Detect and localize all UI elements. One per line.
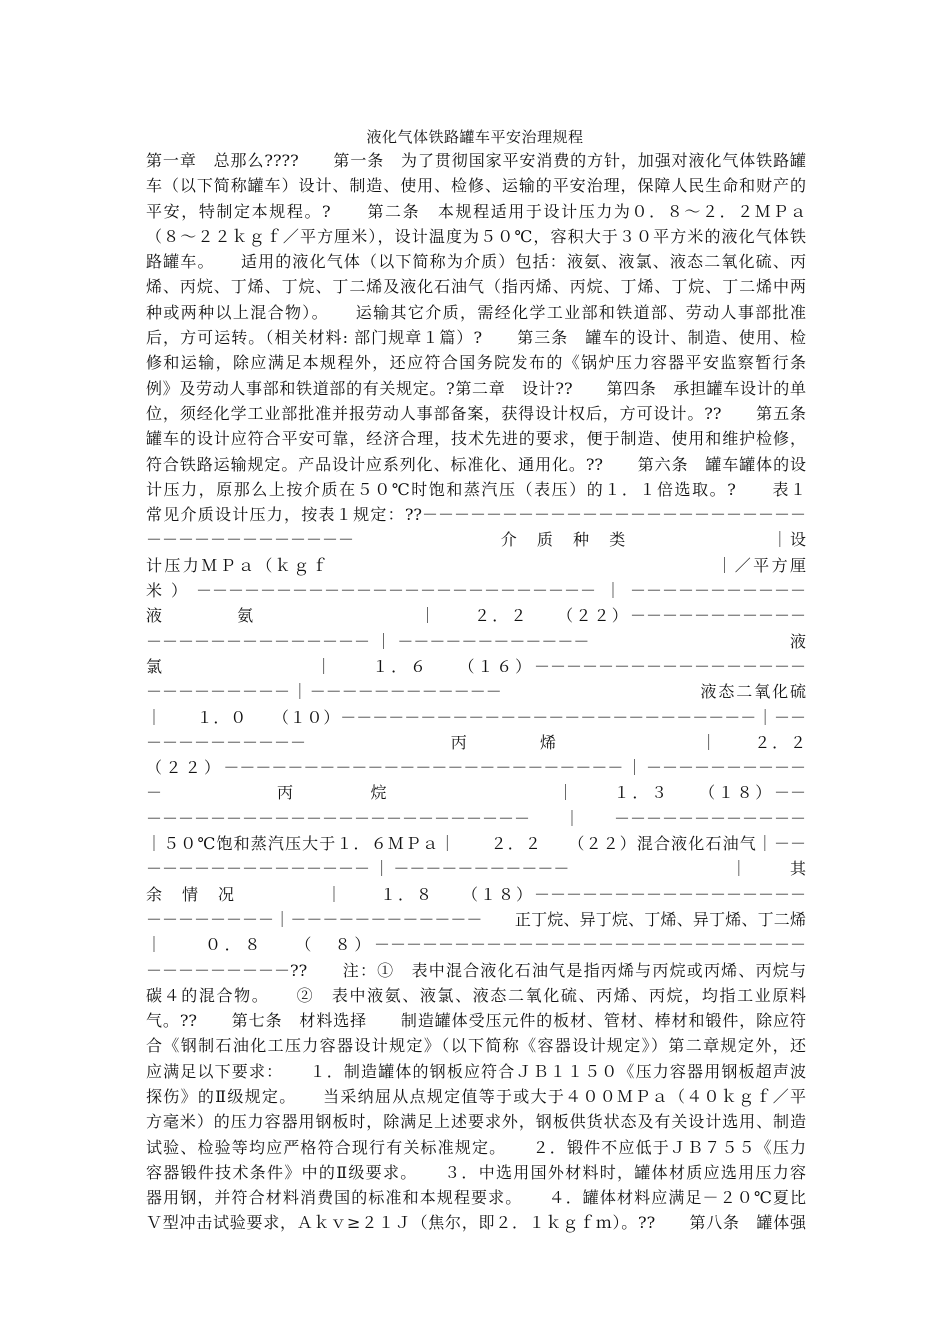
text-line: 位，须经化学工业部批准并报劳动人事部备案，获得设计权后，方可设计。?? 第五条 [146, 403, 806, 423]
text-line: －－－－－－－－－－－－－－｜－－－－－－－－－－－－ 液 [146, 631, 806, 651]
text-line: －－－－－－－－－?? 注：① 表中混合液化石油气是指丙烯与丙烷或丙烯、丙烷与 [146, 960, 806, 980]
text-line: 碳４的混合物。 ② 表中液氨、液氯、液态二氧化硫、丙烯、丙烷，均指工业原料 [146, 985, 806, 1005]
text-line: －－－－－－－－－｜－－－－－－－－－－－－ 液态二氧化硫 [146, 682, 806, 702]
text-line: －－－－－－－－｜－－－－－－－－－－－－ 正丁烷、异丁烷、丁烯、异丁烯、丁二烯 [146, 909, 806, 929]
text-line: 符合铁路运输规定。产品设计应系列化、标准化、通用化。?? 第六条 罐车罐体的设 [146, 454, 806, 474]
text-line: 后，方可运转。（相关材料: 部门规章１篇）? 第三条 罐车的设计、制造、使用、检 [146, 328, 806, 348]
text-line: －－－－－－－－－－－－－－｜－－－－－－－－－－－ ｜ 其 [146, 859, 806, 879]
text-line: ｜５０℃饱和蒸汽压大于１．６ＭＰａ｜ ２．２ （２２）混合液化石油气｜－－ [146, 834, 806, 854]
text-line: 计压力，原那么上按介质在５０℃时饱和蒸汽压（表压）的１．１倍选取。? 表１ [146, 479, 806, 499]
text-line: 第一章 总那么???? 第一条 为了贯彻国家平安消费的方针，加强对液化气体铁路罐 [146, 151, 806, 170]
text-line: 米）－－－－－－－－－－－－－－－－－－－－－－－－－｜－－－－－－－－－－－ [146, 581, 806, 601]
text-line: 路罐车。 适用的液化气体（以下简称为介质）包括：液氨、液氯、液态二氧化硫、丙 [146, 252, 806, 272]
text-line: ｜ １．０ （１０）－－－－－－－－－－－－－－－－－－－－－－－－－－｜－－ [146, 707, 806, 727]
text-line: 液 氨 ｜ ２．２ （２２）－－－－－－－－－－－ [146, 606, 806, 626]
text-line: －－－－－－－－－－ 丙 烯 ｜ ２．２ [146, 732, 806, 752]
text-line: 烯、丙烷、丁烯、丁烷、丁二烯及液化石油气（指丙烯、丙烷、丁烯、丁烷、丁二烯中两 [146, 277, 806, 297]
document-body [146, 148, 806, 1236]
text-line: （８～２２ｋｇｆ／平方厘米），设计温度为５０℃，容积大于３０平方米的液化气体铁 [146, 226, 806, 246]
text-line: 平安，特制定本规程。? 第二条 本规程适用于设计压力为０．８～２．２ＭＰａ [146, 201, 806, 221]
text-line: 罐车的设计应符合平安可靠，经济合理，技术先进的要求，便于制造、使用和维护检修， [146, 429, 806, 449]
text-line: 例》及劳动人事部和铁道部的有关规定。?第二章 设计?? 第四条 承担罐车设计的单 [146, 378, 806, 398]
text-line: 余 情 况 ｜ １．８ （１８）－－－－－－－－－－－－－－－－－ [146, 884, 806, 904]
text-line: 方毫米）的压力容器用钢板时，除满足上述要求外，钢板供货状态及有关设计选用、制造 [146, 1112, 806, 1132]
text-line: 种或两种以上混合物）。 运输其它介质，需经化学工业部和铁道部、劳动人事部批准 [146, 302, 806, 322]
text-line: 氯 ｜ １．６ （１６）－－－－－－－－－－－－－－－－－ [146, 656, 806, 676]
text-line: 容器锻件技术条件》中的Ⅱ级要求。 ３．中选用国外材料时，罐体材质应选用压力容 [146, 1162, 806, 1182]
text-line: 气。?? 第七条 材料选择 制造罐体受压元件的板材、管材、棒材和锻件，除应符 [146, 1011, 806, 1031]
text-line: 试验、检验等均应严格符合现行有关标准规定。 ２．锻件不应低于ＪＢ７５５《压力 [146, 1137, 806, 1157]
text-line: ｜ ０．８ （ ８）－－－－－－－－－－－－－－－－－－－－－－－－－－－ [146, 935, 806, 955]
text-line: －－－－－－－－－－－－－－－－－－－－－－－－｜－－－－－－－－－－－－ [146, 808, 806, 828]
text-line: 应满足以下要求： １．制造罐体的钢板应符合ＪＢ１１５０《压力容器用钢板超声波 [146, 1061, 806, 1081]
text-line: 计压力ＭＰａ（ｋｇｆ ｜／平方厘 [146, 555, 806, 575]
text-line: －－－－－－－－－－－－－ 介 质 种 类 ｜设 [146, 530, 806, 550]
text-line: － 丙 烷 ｜ １．３ （１８）－－ [146, 783, 806, 803]
text-line: Ｖ型冲击试验要求，Ａｋｖ≥２１Ｊ（焦尔，即２．１ｋｇｆｍ）。?? 第八条 罐体强 [146, 1213, 806, 1233]
document-title: 液化气体铁路罐车平安治理规程 [366, 128, 584, 146]
text-line: 器用钢，并符合材料消费国的标准和本规程要求。 ４．罐体材料应满足－２０℃夏比 [146, 1188, 806, 1208]
text-line: 合《钢制石油化工压力容器设计规定》（以下简称《容器设计规定》）第二章规定外，还 [146, 1036, 806, 1056]
text-line: 车（以下简称罐车）设计、制造、使用、检修、运输的平安治理，保障人民生命和财产的 [146, 176, 806, 196]
text-line: （２２）－－－－－－－－－－－－－－－－－－－－－－－－－｜－－－－－－－－－－ [146, 758, 806, 778]
text-line: 常见介质设计压力，按表１规定：??－－－－－－－－－－－－－－－－－－－－－－－－ [146, 505, 806, 525]
text-line: 探伤》的Ⅱ级规定。 当采纳屈从点规定值等于或大于４００ＭＰａ（４０ｋｇｆ／平 [146, 1086, 806, 1106]
text-line: 修和运输，除应满足本规程外，还应符合国务院发布的《锅炉压力容器平安监察暂行条 [146, 353, 806, 373]
